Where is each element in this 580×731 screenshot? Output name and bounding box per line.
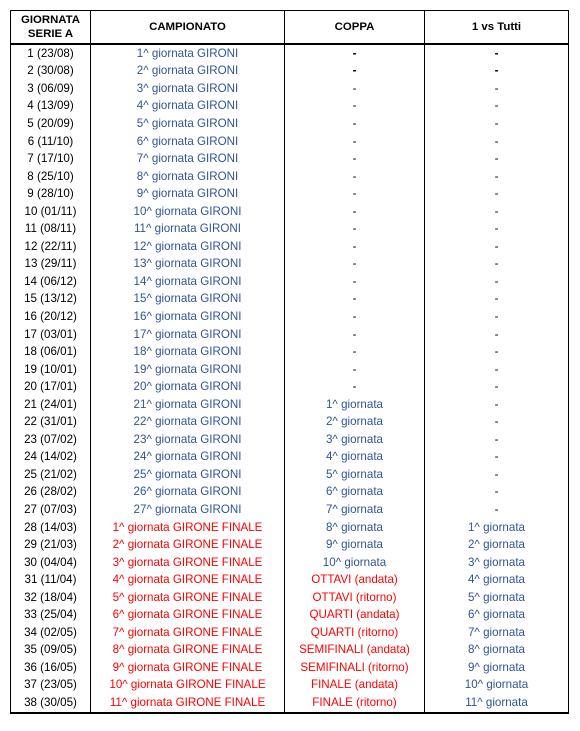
cell-vs-tutti: -: [425, 80, 569, 98]
cell-campionato: 27^ giornata GIRONI: [91, 501, 285, 519]
cell-coppa: -: [285, 361, 425, 379]
cell-coppa: -: [285, 220, 425, 238]
table-row: [11, 501, 569, 519]
cell-campionato: 22^ giornata GIRONI: [91, 413, 285, 431]
cell-vs-tutti: -: [425, 413, 569, 431]
cell-giornata: 12 (22/11): [11, 238, 91, 256]
cell-campionato: 7^ giornata GIRONI: [91, 150, 285, 168]
cell-giornata: 7 (17/10): [11, 150, 91, 168]
cell-coppa: -: [285, 44, 425, 63]
cell-giornata: 38 (30/05): [11, 694, 91, 713]
cell-campionato: 2^ giornata GIRONI: [91, 63, 285, 81]
table-row: [11, 642, 569, 660]
cell-campionato: 6^ giornata GIRONI: [91, 133, 285, 151]
cell-vs-tutti: -: [425, 308, 569, 326]
table-row: [11, 677, 569, 695]
table-row: [11, 624, 569, 642]
cell-coppa: -: [285, 203, 425, 221]
cell-campionato: 4^ giornata GIRONI: [91, 98, 285, 116]
table-row: [11, 63, 569, 81]
table-row: [11, 607, 569, 625]
cell-campionato: 21^ giornata GIRONI: [91, 396, 285, 414]
table-row: [11, 396, 569, 414]
cell-giornata: 18 (06/01): [11, 343, 91, 361]
cell-vs-tutti: 2^ giornata: [425, 536, 569, 554]
cell-giornata: 25 (21/02): [11, 466, 91, 484]
cell-coppa: -: [285, 326, 425, 344]
cell-campionato: 10^ giornata GIRONI: [91, 203, 285, 221]
cell-coppa: 4^ giornata: [285, 449, 425, 467]
cell-campionato: 26^ giornata GIRONI: [91, 484, 285, 502]
table-row: [11, 133, 569, 151]
cell-giornata: 23 (07/02): [11, 431, 91, 449]
cell-vs-tutti: -: [425, 273, 569, 291]
cell-campionato: 9^ giornata GIRONI: [91, 185, 285, 203]
cell-campionato: 9^ giornata GIRONE FINALE: [91, 659, 285, 677]
table-row: [11, 256, 569, 274]
cell-giornata: 28 (14/03): [11, 519, 91, 537]
cell-coppa: -: [285, 63, 425, 81]
cell-vs-tutti: -: [425, 501, 569, 519]
cell-campionato: 15^ giornata GIRONI: [91, 291, 285, 309]
cell-vs-tutti: -: [425, 484, 569, 502]
cell-coppa: -: [285, 273, 425, 291]
header-giornata-line1: GIORNATA: [20, 14, 81, 26]
cell-giornata: 11 (08/11): [11, 220, 91, 238]
cell-coppa: -: [285, 308, 425, 326]
table-row: [11, 238, 569, 256]
table-row: [11, 308, 569, 326]
cell-giornata: 33 (25/04): [11, 607, 91, 625]
cell-vs-tutti: -: [425, 431, 569, 449]
cell-vs-tutti: -: [425, 326, 569, 344]
cell-giornata: 22 (31/01): [11, 413, 91, 431]
cell-campionato: 13^ giornata GIRONI: [91, 256, 285, 274]
table-row: [11, 449, 569, 467]
cell-coppa: 1^ giornata: [285, 396, 425, 414]
table-row: [11, 484, 569, 502]
cell-coppa: 7^ giornata: [285, 501, 425, 519]
cell-vs-tutti: -: [425, 98, 569, 116]
table-row: [11, 589, 569, 607]
table-row: [11, 220, 569, 238]
cell-campionato: 19^ giornata GIRONI: [91, 361, 285, 379]
cell-coppa: 5^ giornata: [285, 466, 425, 484]
cell-coppa: SEMIFINALI (ritorno): [285, 659, 425, 677]
cell-giornata: 24 (14/02): [11, 449, 91, 467]
cell-giornata: 3 (06/09): [11, 80, 91, 98]
cell-coppa: -: [285, 133, 425, 151]
schedule-body: [11, 44, 569, 713]
table-row: [11, 80, 569, 98]
table-row: [11, 326, 569, 344]
cell-giornata: 19 (10/01): [11, 361, 91, 379]
table-row: [11, 519, 569, 537]
table-row: [11, 44, 569, 63]
cell-campionato: 20^ giornata GIRONI: [91, 378, 285, 396]
cell-vs-tutti: -: [425, 168, 569, 186]
cell-giornata: 27 (07/03): [11, 501, 91, 519]
header-coppa: COPPA: [285, 11, 425, 45]
cell-vs-tutti: 10^ giornata: [425, 677, 569, 695]
cell-campionato: 7^ giornata GIRONE FINALE: [91, 624, 285, 642]
cell-vs-tutti: 8^ giornata: [425, 642, 569, 660]
schedule-table: [10, 10, 569, 714]
table-row: [11, 150, 569, 168]
cell-campionato: 1^ giornata GIRONE FINALE: [91, 519, 285, 537]
header-campionato: CAMPIONATO: [91, 11, 285, 45]
table-row: [11, 115, 569, 133]
cell-giornata: 1 (23/08): [11, 44, 91, 63]
cell-coppa: -: [285, 185, 425, 203]
cell-campionato: 6^ giornata GIRONE FINALE: [91, 607, 285, 625]
cell-coppa: OTTAVI (ritorno): [285, 589, 425, 607]
cell-coppa: 3^ giornata: [285, 431, 425, 449]
cell-coppa: FINALE (ritorno): [285, 694, 425, 713]
cell-giornata: 14 (06/12): [11, 273, 91, 291]
cell-giornata: 15 (13/12): [11, 291, 91, 309]
cell-campionato: 4^ giornata GIRONE FINALE: [91, 571, 285, 589]
cell-vs-tutti: -: [425, 361, 569, 379]
cell-giornata: 9 (28/10): [11, 185, 91, 203]
cell-campionato: 23^ giornata GIRONI: [91, 431, 285, 449]
cell-giornata: 5 (20/09): [11, 115, 91, 133]
cell-coppa: 2^ giornata: [285, 413, 425, 431]
cell-campionato: 8^ giornata GIRONI: [91, 168, 285, 186]
cell-vs-tutti: 11^ giornata: [425, 694, 569, 713]
cell-vs-tutti: -: [425, 150, 569, 168]
cell-giornata: 36 (16/05): [11, 659, 91, 677]
header-vs-tutti: 1 vs Tutti: [425, 11, 569, 45]
cell-coppa: -: [285, 291, 425, 309]
table-row: [11, 168, 569, 186]
cell-vs-tutti: 1^ giornata: [425, 519, 569, 537]
cell-vs-tutti: -: [425, 256, 569, 274]
cell-coppa: 6^ giornata: [285, 484, 425, 502]
header-giornata: [11, 11, 91, 45]
cell-campionato: 12^ giornata GIRONI: [91, 238, 285, 256]
cell-giornata: 35 (09/05): [11, 642, 91, 660]
cell-coppa: FINALE (andata): [285, 677, 425, 695]
cell-campionato: 8^ giornata GIRONE FINALE: [91, 642, 285, 660]
table-row: [11, 536, 569, 554]
cell-giornata: 34 (02/05): [11, 624, 91, 642]
cell-coppa: QUARTI (ritorno): [285, 624, 425, 642]
table-row: [11, 413, 569, 431]
cell-campionato: 16^ giornata GIRONI: [91, 308, 285, 326]
cell-campionato: 3^ giornata GIRONI: [91, 80, 285, 98]
table-row: [11, 378, 569, 396]
cell-vs-tutti: -: [425, 396, 569, 414]
cell-campionato: 3^ giornata GIRONE FINALE: [91, 554, 285, 572]
cell-vs-tutti: -: [425, 238, 569, 256]
cell-vs-tutti: 3^ giornata: [425, 554, 569, 572]
cell-campionato: 5^ giornata GIRONE FINALE: [91, 589, 285, 607]
table-row: [11, 185, 569, 203]
cell-campionato: 10^ giornata GIRONE FINALE: [91, 677, 285, 695]
header-row: [11, 11, 569, 45]
table-row: [11, 466, 569, 484]
cell-giornata: 6 (11/10): [11, 133, 91, 151]
cell-campionato: 5^ giornata GIRONI: [91, 115, 285, 133]
table-row: [11, 694, 569, 713]
table-row: [11, 571, 569, 589]
cell-coppa: OTTAVI (andata): [285, 571, 425, 589]
table-row: [11, 343, 569, 361]
cell-giornata: 4 (13/09): [11, 98, 91, 116]
cell-vs-tutti: -: [425, 466, 569, 484]
cell-vs-tutti: -: [425, 220, 569, 238]
table-row: [11, 659, 569, 677]
cell-vs-tutti: -: [425, 378, 569, 396]
cell-vs-tutti: 4^ giornata: [425, 571, 569, 589]
cell-giornata: 37 (23/05): [11, 677, 91, 695]
cell-vs-tutti: -: [425, 343, 569, 361]
cell-campionato: 11^ giornata GIRONI: [91, 220, 285, 238]
cell-coppa: SEMIFINALI (andata): [285, 642, 425, 660]
cell-vs-tutti: 6^ giornata: [425, 607, 569, 625]
cell-coppa: -: [285, 168, 425, 186]
cell-campionato: 25^ giornata GIRONI: [91, 466, 285, 484]
cell-vs-tutti: -: [425, 44, 569, 63]
cell-giornata: 10 (01/11): [11, 203, 91, 221]
cell-campionato: 14^ giornata GIRONI: [91, 273, 285, 291]
cell-giornata: 29 (21/03): [11, 536, 91, 554]
cell-coppa: QUARTI (andata): [285, 607, 425, 625]
cell-vs-tutti: -: [425, 63, 569, 81]
cell-vs-tutti: -: [425, 133, 569, 151]
cell-giornata: 16 (20/12): [11, 308, 91, 326]
cell-vs-tutti: -: [425, 291, 569, 309]
table-row: [11, 98, 569, 116]
cell-giornata: 21 (24/01): [11, 396, 91, 414]
cell-vs-tutti: -: [425, 203, 569, 221]
cell-coppa: -: [285, 115, 425, 133]
cell-coppa: -: [285, 256, 425, 274]
cell-vs-tutti: -: [425, 115, 569, 133]
cell-giornata: 2 (30/08): [11, 63, 91, 81]
cell-campionato: 24^ giornata GIRONI: [91, 449, 285, 467]
cell-coppa: -: [285, 150, 425, 168]
cell-coppa: -: [285, 343, 425, 361]
header-giornata-line2: SERIE A: [27, 28, 74, 40]
cell-coppa: -: [285, 378, 425, 396]
cell-giornata: 13 (29/11): [11, 256, 91, 274]
cell-giornata: 8 (25/10): [11, 168, 91, 186]
table-row: [11, 554, 569, 572]
cell-giornata: 17 (03/01): [11, 326, 91, 344]
cell-coppa: -: [285, 98, 425, 116]
cell-campionato: 18^ giornata GIRONI: [91, 343, 285, 361]
cell-giornata: 32 (18/04): [11, 589, 91, 607]
cell-giornata: 30 (04/04): [11, 554, 91, 572]
cell-giornata: 20 (17/01): [11, 378, 91, 396]
cell-coppa: 8^ giornata: [285, 519, 425, 537]
table-row: [11, 431, 569, 449]
cell-giornata: 26 (28/02): [11, 484, 91, 502]
cell-coppa: -: [285, 238, 425, 256]
cell-vs-tutti: 5^ giornata: [425, 589, 569, 607]
cell-campionato: 2^ giornata GIRONE FINALE: [91, 536, 285, 554]
cell-vs-tutti: 9^ giornata: [425, 659, 569, 677]
cell-coppa: 9^ giornata: [285, 536, 425, 554]
table-row: [11, 361, 569, 379]
cell-vs-tutti: -: [425, 185, 569, 203]
cell-vs-tutti: -: [425, 449, 569, 467]
table-row: [11, 291, 569, 309]
cell-coppa: -: [285, 80, 425, 98]
cell-giornata: 31 (11/04): [11, 571, 91, 589]
cell-campionato: 17^ giornata GIRONI: [91, 326, 285, 344]
table-row: [11, 273, 569, 291]
cell-campionato: 1^ giornata GIRONI: [91, 44, 285, 63]
table-row: [11, 203, 569, 221]
cell-vs-tutti: 7^ giornata: [425, 624, 569, 642]
cell-campionato: 11^ giornata GIRONE FINALE: [91, 694, 285, 713]
cell-coppa: 10^ giornata: [285, 554, 425, 572]
